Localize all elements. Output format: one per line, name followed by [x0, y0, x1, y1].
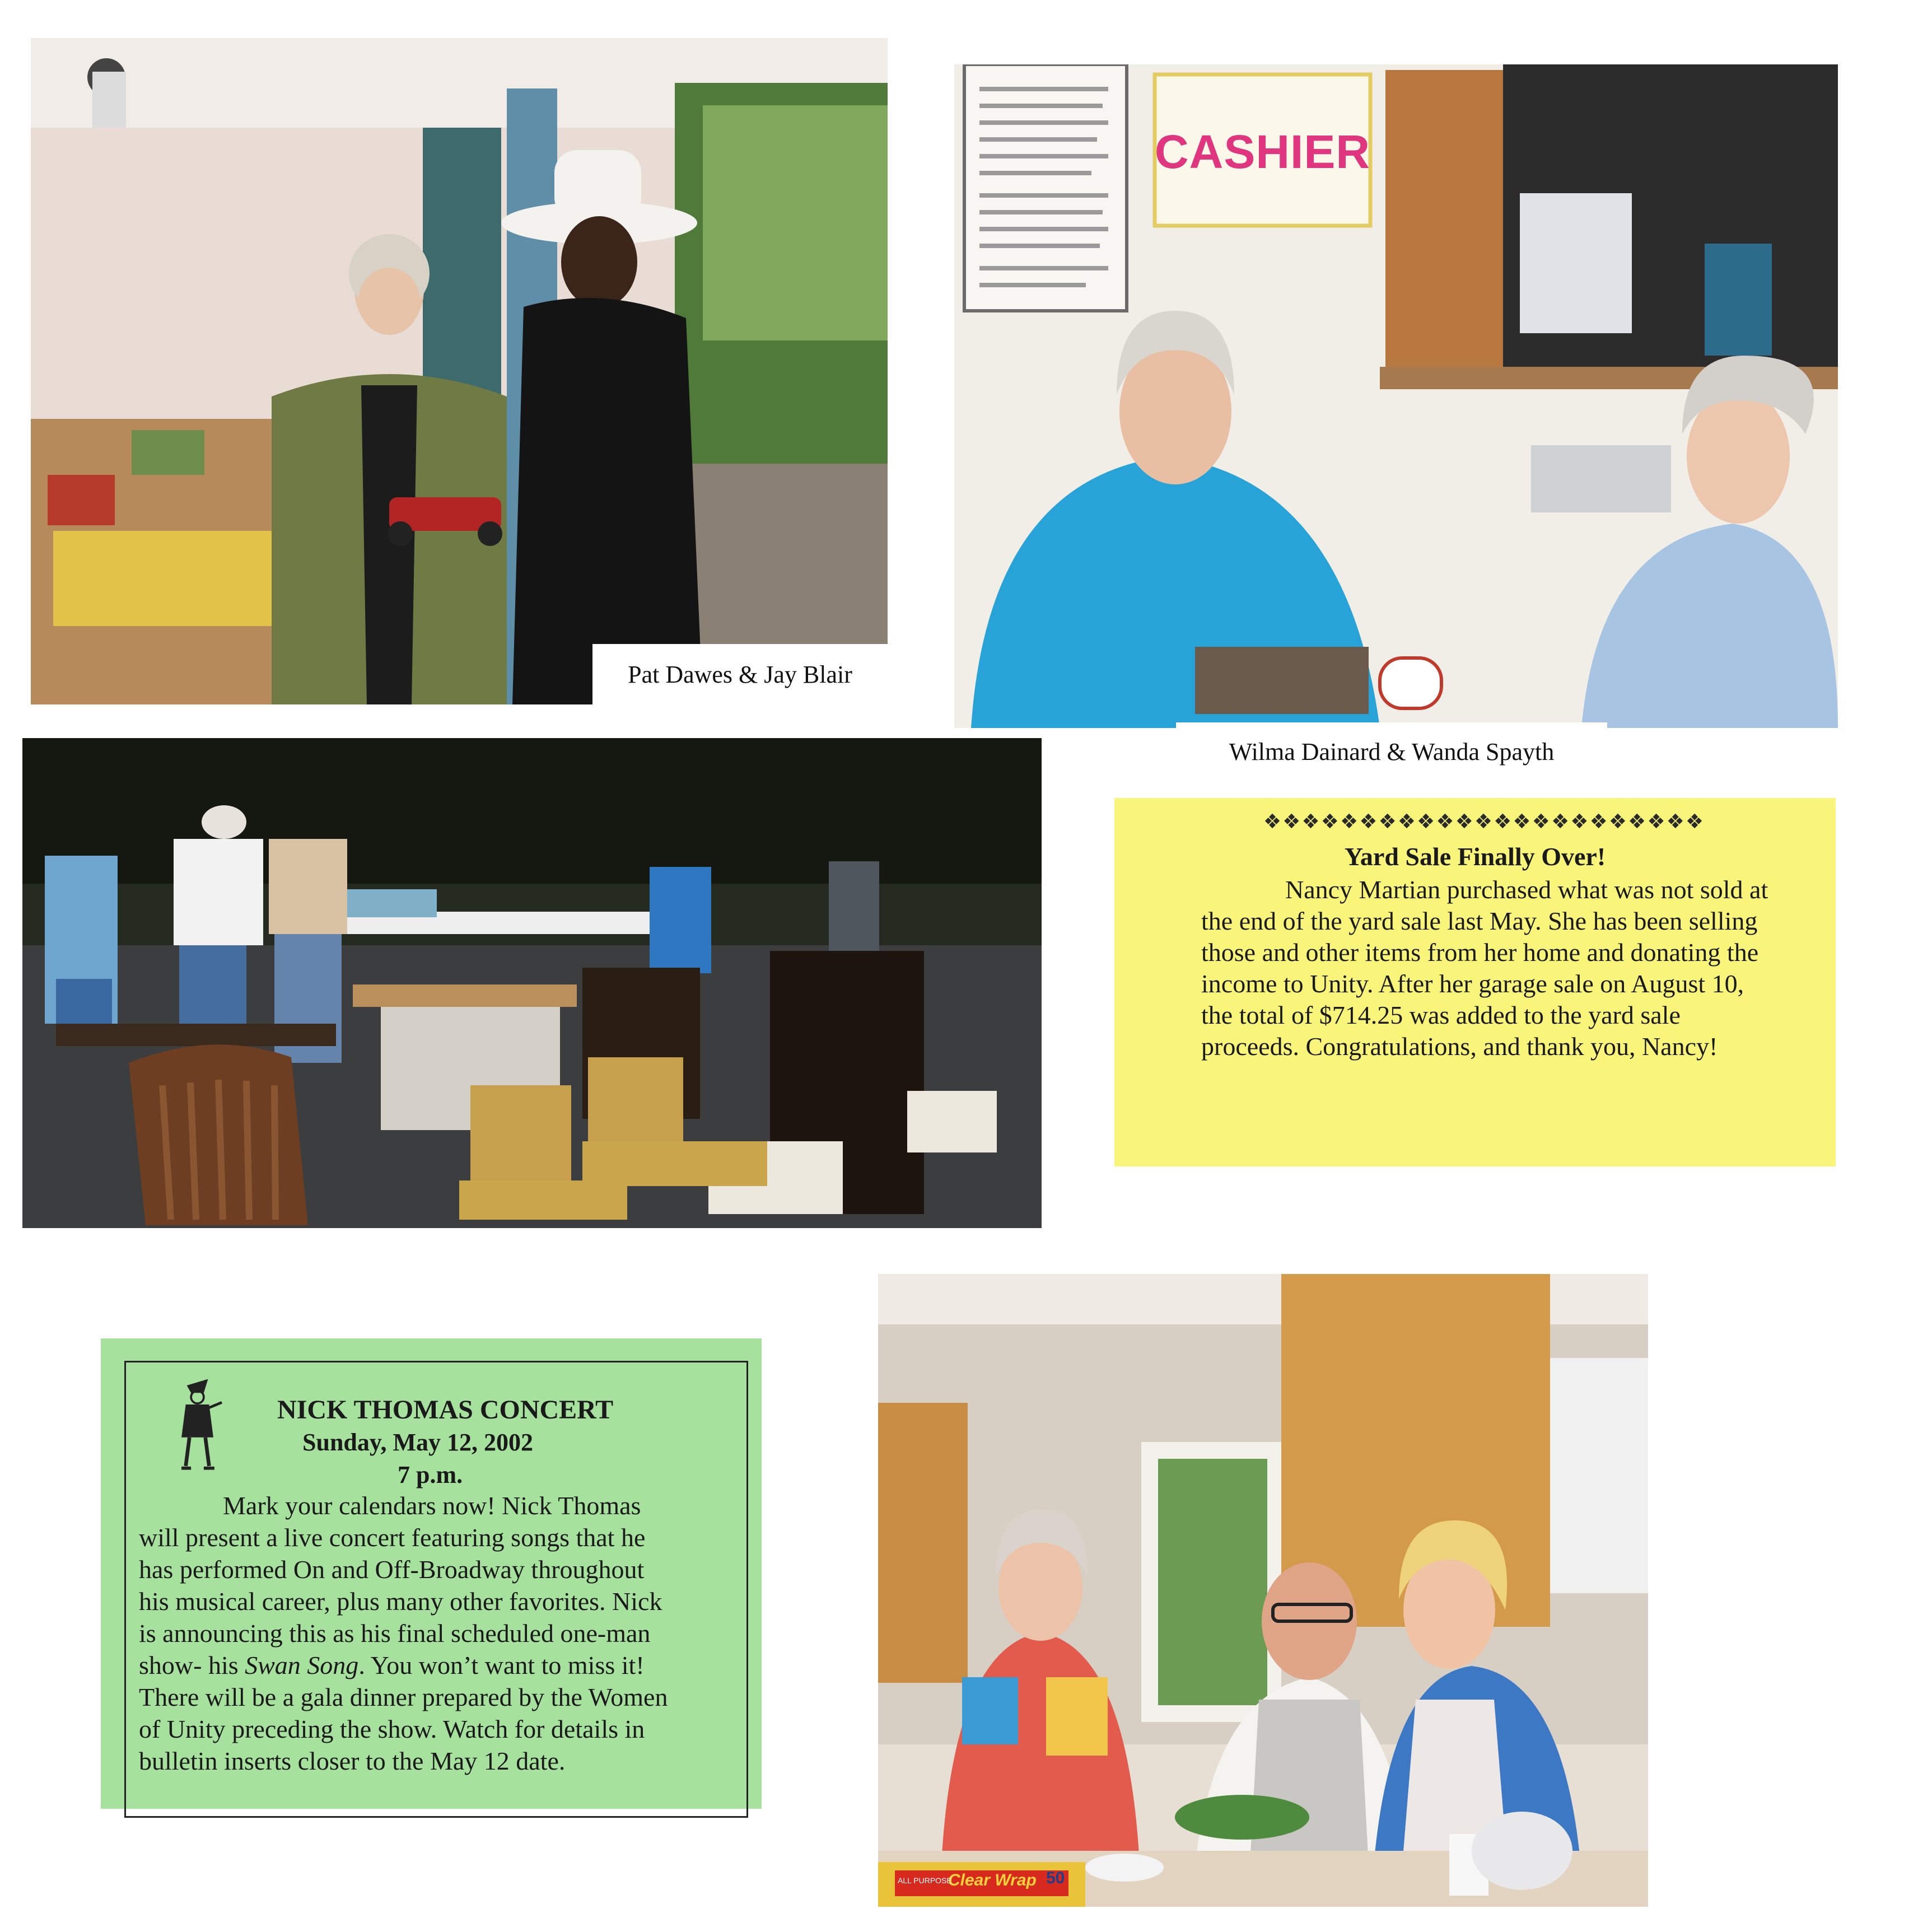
body-line: will present a live concert featuring songs that he — [139, 1523, 646, 1552]
ornament-border: ❖❖❖❖❖❖❖❖❖❖❖❖❖❖❖❖❖❖❖❖❖❖❖ — [1263, 810, 1705, 833]
photo-cashier-table — [954, 64, 1838, 728]
body-line: the total of $714.25 was added to the yard sale — [1201, 1001, 1681, 1029]
clear-wrap-label: Clear Wrap — [948, 1871, 1037, 1889]
concert-date: Sunday, May 12, 2002 — [302, 1429, 533, 1456]
caption-pat-jay: Pat Dawes & Jay Blair — [592, 644, 888, 704]
body-line: bulletin inserts closer to the May 12 date. — [139, 1747, 566, 1775]
concert-body — [139, 1490, 744, 1777]
body-line: proceeds. Congratulations, and thank you, Nancy! — [1201, 1032, 1718, 1061]
body-line — [139, 1649, 744, 1681]
body-line: those and other items from her home and donating the — [1201, 938, 1759, 967]
body-line: of Unity preceding the show. Watch for details in — [139, 1715, 645, 1743]
concert-note — [101, 1338, 762, 1809]
swan-song: Swan Song — [245, 1651, 359, 1679]
body-line: income to Unity. After her garage sale on August 10, — [1201, 969, 1744, 998]
body-line: has performed On and Off-Broadway throughout — [139, 1555, 645, 1584]
yard-sale-body — [1201, 874, 1828, 1062]
body-line: There will be a gala dinner prepared by the Women — [139, 1683, 668, 1711]
yard-sale-title: Yard Sale Finally Over! — [1344, 842, 1606, 871]
concert-time: 7 p.m. — [398, 1461, 463, 1488]
cashier-sign-text: CASHIER — [1155, 125, 1371, 178]
clear-wrap-badge: 50 — [1046, 1869, 1065, 1887]
photo-furniture-lot — [22, 738, 1042, 1228]
swan-post: . You won’t want to miss it! — [358, 1651, 645, 1679]
swan-pre: show- his — [139, 1651, 245, 1679]
body-line: Nancy Martian purchased what was not sold at — [1285, 875, 1768, 904]
clear-wrap-sub: ALL PURPOSE — [898, 1876, 952, 1885]
photo-yard-sale-chat — [31, 38, 888, 704]
concert-title: NICK THOMAS CONCERT — [277, 1395, 614, 1425]
body-line: his musical career, plus many other favorites. Nick — [139, 1587, 662, 1616]
caption-wilma-wanda: Wilma Dainard & Wanda Spayth — [1176, 722, 1607, 781]
body-line: Mark your calendars now! Nick Thomas — [223, 1491, 641, 1520]
yard-sale-note — [1114, 798, 1836, 1166]
minstrel-icon — [171, 1375, 224, 1476]
body-line: is announcing this as his final scheduled one-man — [139, 1619, 651, 1648]
photo-kitchen-crew — [878, 1274, 1648, 1907]
body-line: the end of the yard sale last May. She has been selling — [1201, 907, 1758, 935]
